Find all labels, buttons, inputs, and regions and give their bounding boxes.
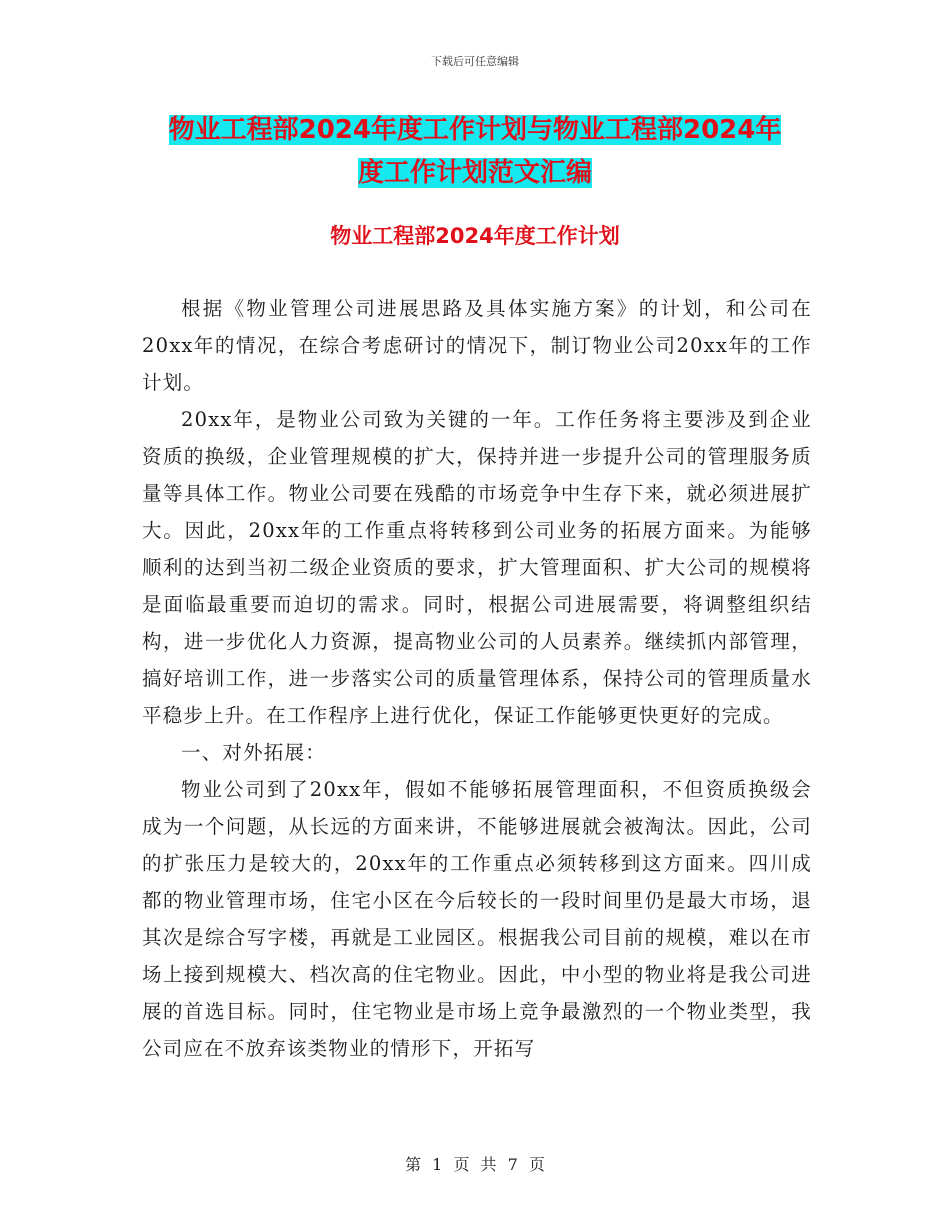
- paragraph: 物业公司到了20xx年，假如不能够拓展管理面积，不但资质换级会成为一个问题，从长远的方面来讲，不能够进展就会被淘汰。因此，公司的扩张压力是较大的，20xx年的工作重点必须转移到这方面来。四川成都的物业管理市场，住宅小区在今后较长的一段时间里仍是最大市场，退其次是综合写字楼，再就是工业园区。根据我公司目前的规模，难以在市场上接到规模大、档次高的住宅物业。因此，中小型的物业将是我公司进展的首选目标。同时，住宅物业是市场上竞争最激烈的一个物业类型，我公司应在不放弃该类物业的情形下，开拓写: [142, 778, 812, 1060]
- header-note: 下载后可任意编辑: [431, 55, 519, 68]
- document-title-line-1: [0, 107, 950, 153]
- page-footer: 第 1 页 共 7 页: [405, 1155, 545, 1174]
- paragraph: 20xx年，是物业公司致为关键的一年。工作任务将主要涉及到企业资质的换级，企业管理规模的扩大，保持并进一步提升公司的管理服务质量等具体工作。物业公司要在残酷的市场竞争中生存下来，就必须进展扩大。因此，20xx年的工作重点将转移到公司业务的拓展方面来。为能够顺利的达到当初二级企业资质的要求，扩大管理面积、扩大公司的规模将是面临最重要而迫切的需求。同时，根据公司进展需要，将调整组织结构，进一步优化人力资源，提高物业公司的人员素养。继续抓内部管理，搞好培训工作，进一步落实公司的质量管理体系，保持公司的管理质量水平稳步上升。在工作程序上进行优化，保证工作能够更快更好的完成。: [142, 408, 812, 727]
- document-title-line-2: [0, 150, 950, 196]
- section-title: 物业工程部2024年度工作计划: [330, 224, 620, 248]
- title-highlight-1: 物业工程部2024年度工作计划与物业工程部2024年: [168, 115, 782, 145]
- subheading: 一、对外拓展：: [181, 741, 326, 764]
- title-highlight-2: 度工作计划范文汇编: [357, 158, 592, 188]
- paragraph: 根据《物业管理公司进展思路及具体实施方案》的计划，和公司在20xx年的情况，在综合考虑研讨的情况下，制订物业公司20xx年的工作计划。: [142, 297, 812, 394]
- document-body: [142, 290, 812, 1067]
